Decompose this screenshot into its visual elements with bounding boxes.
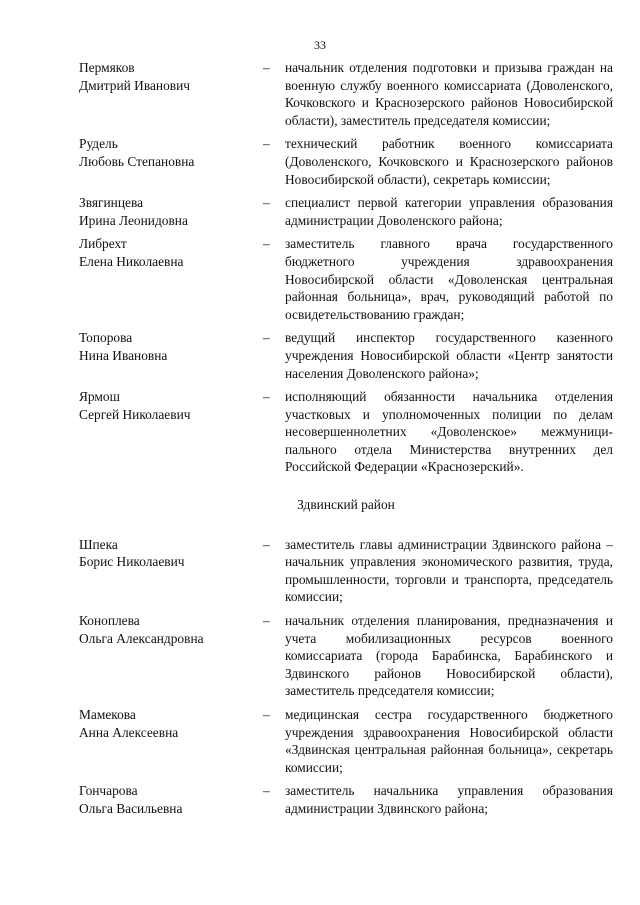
member-given-name: Анна Алексеевна — [79, 724, 179, 740]
member-surname: Рудель — [79, 136, 118, 152]
member-given-name: Ирина Леонидовна — [79, 212, 188, 228]
member-surname: Топорова — [79, 330, 133, 346]
member-surname: Гончарова — [79, 783, 138, 799]
member-surname: Звягинцева — [79, 195, 144, 211]
member-entry — [79, 706, 613, 776]
member-name — [79, 235, 263, 323]
member-entry — [79, 612, 613, 700]
dash-separator: – — [263, 236, 270, 252]
dash-separator: – — [263, 536, 270, 552]
member-description: заместитель главного врача государственного бюджетного учреждения здравоохранения Новосибирской области «Доволенская центральная районная больница», врач, руководящий работой по освидетельствованию граждан; — [285, 236, 613, 322]
dash-separator: – — [263, 389, 270, 405]
member-description: специалист первой категории управления образования администрации Доволенского района; — [285, 195, 613, 228]
member-entry — [79, 536, 613, 606]
member-description: заместитель главы администрации Здвинского района – начальник управления экономического развития, труда, промышленности, торговли и транспорта, председатель комиссии; — [285, 536, 613, 605]
member-given-name: Борис Николаевич — [79, 554, 185, 570]
member-entry — [79, 329, 613, 382]
member-given-name: Любовь Степановна — [79, 153, 195, 169]
member-entry — [79, 194, 613, 229]
dash-separator: – — [263, 136, 270, 152]
dash-separator: – — [263, 613, 270, 629]
member-name — [79, 135, 263, 188]
member-entry — [79, 388, 613, 476]
member-name — [79, 194, 263, 229]
member-description: ведущий инспектор государственного казенного учреждения Новосибирской области «Центр занятости населения Доволенского района»; — [285, 330, 613, 381]
member-description: начальник отделения подготовки и призыва граждан на военную службу военного комиссариата (Доволенского, Кочковского и Краснозерского районов Новосибирской области), заместитель председателя комиссии; — [285, 60, 613, 128]
member-surname: Мамекова — [79, 707, 136, 722]
member-name — [79, 782, 263, 817]
member-name — [79, 536, 263, 606]
member-description: технический работник военного комиссариата (Доволенского, Кочковского и Краснозерского районов Новосибирской области), секретарь комиссии; — [285, 136, 613, 187]
member-surname: Коноплева — [79, 613, 140, 629]
member-description: медицинская сестра государственного бюджетного учреждения здравоохранения Новосибирской области «Здвинская центральная районная больница», секретарь комиссии; — [285, 707, 613, 775]
member-surname: Ярмош — [79, 389, 120, 405]
member-given-name: Ольга Александровна — [79, 630, 204, 646]
member-name — [79, 388, 263, 476]
member-entry — [79, 59, 613, 129]
member-entry — [79, 235, 613, 323]
member-name — [79, 612, 263, 700]
member-name — [79, 329, 263, 382]
commission-list — [79, 59, 613, 818]
member-surname: Шпека — [79, 536, 118, 552]
district-title: Здвинский район — [297, 497, 395, 513]
member-given-name: Елена Николаевна — [79, 253, 184, 269]
member-name — [79, 706, 263, 776]
member-description: исполняющий обязанности начальника отделения участковых и уполномоченных полиции по делам несовершеннолетних «Доволенское» межмуници-пального отдела Министерства внутренних дел Российской Федерации «Краснозерский». — [285, 389, 613, 475]
member-entry — [79, 782, 613, 817]
page-number: 33 — [314, 38, 326, 52]
dash-separator: – — [263, 60, 270, 75]
member-given-name: Нина Ивановна — [79, 347, 168, 363]
member-entry — [79, 135, 613, 188]
member-given-name: Ольга Васильевна — [79, 800, 183, 816]
member-surname: Пермяков — [79, 60, 135, 75]
dash-separator: – — [263, 783, 270, 799]
member-description: заместитель начальника управления образования администрации Здвинского района; — [285, 783, 613, 816]
member-given-name: Дмитрий Иванович — [79, 77, 191, 93]
member-description: начальник отделения планирования, предназначения и учета мобилизационных ресурсов военного комиссариата (города Барабинска, Барабинского и Здвинского районов Новосибирской области), заместитель председателя комиссии; — [285, 613, 613, 699]
member-given-name: Сергей Николаевич — [79, 406, 191, 422]
dash-separator: – — [263, 707, 270, 722]
member-name — [79, 59, 263, 129]
dash-separator: – — [263, 195, 270, 211]
member-surname: Либрехт — [79, 236, 127, 252]
dash-separator: – — [263, 330, 270, 346]
